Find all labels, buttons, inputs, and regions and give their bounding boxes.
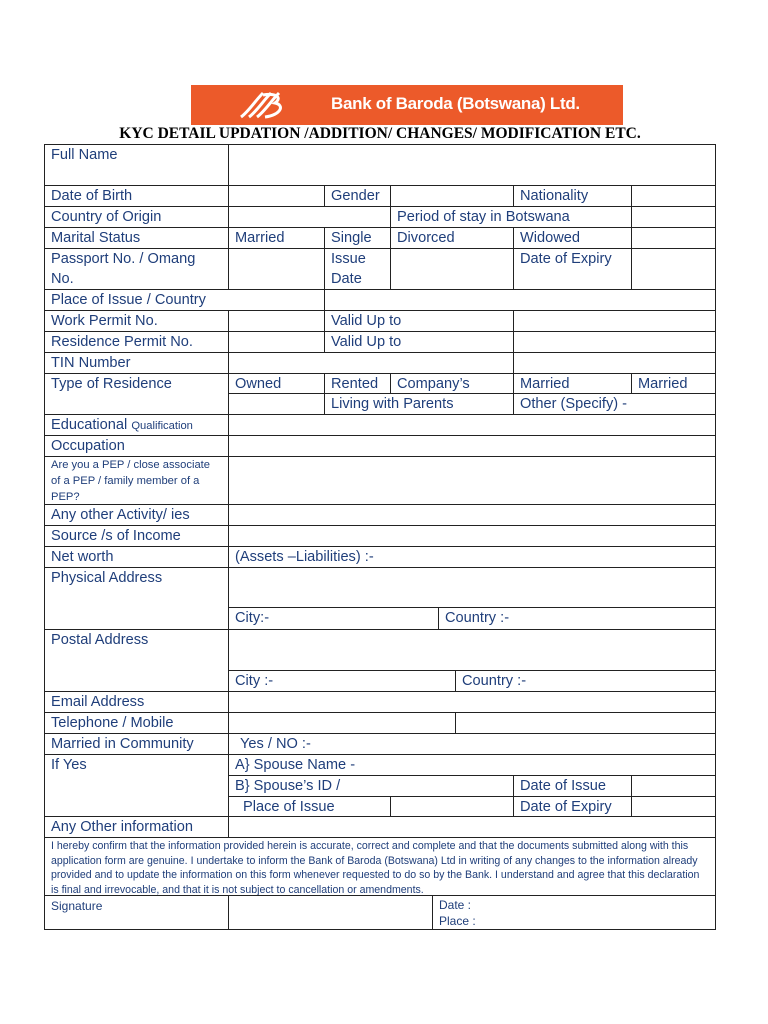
place-issue-field[interactable] <box>390 796 514 817</box>
net-worth-field[interactable]: (Assets –Liabilities) :- <box>228 546 716 568</box>
gender-field[interactable] <box>390 185 514 207</box>
residence-permit-field[interactable] <box>228 331 325 353</box>
married-community-field[interactable]: Yes / NO :- <box>228 733 716 755</box>
date-expiry-2-field[interactable] <box>631 796 716 817</box>
married-community-label: Married in Community <box>44 733 229 755</box>
work-permit-field[interactable] <box>228 310 325 332</box>
date-issue-field[interactable] <box>631 775 716 797</box>
email-field[interactable] <box>228 691 716 713</box>
passport-label-line2: No. <box>51 271 74 287</box>
signature-label: Signature <box>44 895 229 930</box>
residence-valid-field[interactable] <box>513 331 716 353</box>
postal-city-field[interactable]: City :- <box>228 670 456 692</box>
email-label: Email Address <box>44 691 229 713</box>
physical-country-field[interactable]: Country :- <box>438 607 716 630</box>
full-name-field[interactable] <box>228 144 716 186</box>
living-parents-option[interactable]: Living with Parents <box>324 393 514 415</box>
telephone-label: Telephone / Mobile <box>44 712 229 734</box>
if-yes-label: If Yes <box>44 754 229 817</box>
place-label: Place : <box>439 914 476 928</box>
dob-label: Date of Birth <box>44 185 229 207</box>
physical-address-field[interactable] <box>228 567 716 608</box>
educational-field[interactable] <box>228 414 716 436</box>
type-residence-label: Type of Residence <box>44 373 229 415</box>
married-quarters-option-2[interactable]: Married <box>631 373 716 394</box>
residence-permit-label: Residence Permit No. <box>44 331 229 353</box>
widowed-option[interactable]: Widowed <box>513 227 632 249</box>
place-issue-country-label: Place of Issue / Country <box>44 289 325 311</box>
companys-option[interactable]: Company’s <box>390 373 514 394</box>
date-issue-label: Date of Issue <box>513 775 632 797</box>
declaration-text: I hereby confirm that the information provided herein is accurate, correct and complete and that the documents submitted along with this application form are genuine. I undertake to inform the Bank of Baroda (Botswana) Ltd in writing of any changes to the information already provided and to update the information on this form whenever requested to do so by the Bank. I understand and agree that this declaration is final and irrevocable, and that it is not subject to cancellation or amendments. <box>44 837 716 896</box>
marital-status-label: Marital Status <box>44 227 229 249</box>
other-info-label: Any Other information <box>44 816 229 838</box>
issue-date-field[interactable] <box>390 248 514 290</box>
date-expiry-field[interactable] <box>631 248 716 290</box>
physical-address-label: Physical Address <box>44 567 229 630</box>
occupation-field[interactable] <box>228 435 716 457</box>
other-specify-option[interactable]: Other (Specify) - <box>513 393 716 415</box>
period-stay-field[interactable] <box>631 206 716 228</box>
residence-blank-field[interactable] <box>228 393 325 415</box>
postal-address-label: Postal Address <box>44 629 229 692</box>
passport-field[interactable] <box>228 248 325 290</box>
mobile-field[interactable] <box>455 712 716 734</box>
tin-field[interactable] <box>228 352 514 374</box>
net-worth-label: Net worth <box>44 546 229 568</box>
pep-label: Are you a PEP / close associate of a PEP / family member of a PEP? <box>44 456 229 505</box>
full-name-label: Full Name <box>44 144 229 186</box>
other-activity-field[interactable] <box>228 504 716 526</box>
gender-label: Gender <box>324 185 391 207</box>
married-quarters-option[interactable]: Married <box>513 373 632 394</box>
telephone-field[interactable] <box>228 712 456 734</box>
work-valid-label: Valid Up to <box>324 310 514 332</box>
divorced-option[interactable]: Divorced <box>390 227 514 249</box>
work-permit-label: Work Permit No. <box>44 310 229 332</box>
other-activity-label: Any other Activity/ ies <box>44 504 229 526</box>
pep-field[interactable] <box>228 456 716 505</box>
educational-text: Educational <box>51 417 128 433</box>
place-issue-label: Place of Issue <box>228 796 391 817</box>
issue-date-label-line2: Date <box>331 271 362 287</box>
spouse-name-field[interactable]: A} Spouse Name - <box>228 754 716 776</box>
qualification-text: Qualification <box>131 420 193 432</box>
other-info-field[interactable] <box>228 816 716 838</box>
nationality-label: Nationality <box>513 185 632 207</box>
passport-label <box>44 248 229 290</box>
spouse-id-field[interactable]: B} Spouse’s ID / <box>228 775 514 797</box>
source-income-field[interactable] <box>228 525 716 547</box>
married-option[interactable]: Married <box>228 227 325 249</box>
place-issue-country-field[interactable] <box>324 289 716 311</box>
period-stay-label: Period of stay in Botswana <box>390 206 632 228</box>
educational-label <box>44 414 229 436</box>
tin-label: TIN Number <box>44 352 229 374</box>
dob-field[interactable] <box>228 185 325 207</box>
postal-country-field[interactable]: Country :- <box>455 670 716 692</box>
date-expiry-2-label: Date of Expiry <box>513 796 632 817</box>
issue-date-label <box>324 248 391 290</box>
marital-extra-field[interactable] <box>631 227 716 249</box>
signature-field[interactable] <box>228 895 433 930</box>
date-place-block[interactable] <box>432 895 716 930</box>
bank-name: Bank of Baroda (Botswana) Ltd. <box>331 94 580 113</box>
country-origin-label: Country of Origin <box>44 206 229 228</box>
owned-option[interactable]: Owned <box>228 373 325 394</box>
postal-address-field[interactable] <box>228 629 716 671</box>
date-label: Date : <box>439 898 472 912</box>
source-income-label: Source /s of Income <box>44 525 229 547</box>
physical-city-field[interactable]: City:- <box>228 607 439 630</box>
issue-date-label-line1: Issue <box>331 251 366 267</box>
passport-label-line1: Passport No. / Omang <box>51 251 196 267</box>
single-option[interactable]: Single <box>324 227 391 249</box>
country-origin-field[interactable] <box>228 206 391 228</box>
occupation-label: Occupation <box>44 435 229 457</box>
date-expiry-label: Date of Expiry <box>513 248 632 290</box>
tin-extra-field[interactable] <box>513 352 716 374</box>
residence-valid-label: Valid Up to <box>324 331 514 353</box>
nationality-field[interactable] <box>631 185 716 207</box>
form-title: KYC DETAIL UPDATION /ADDITION/ CHANGES/ MODIFICATION ETC. <box>119 125 641 142</box>
work-valid-field[interactable] <box>513 310 716 332</box>
rented-option[interactable]: Rented <box>324 373 391 394</box>
